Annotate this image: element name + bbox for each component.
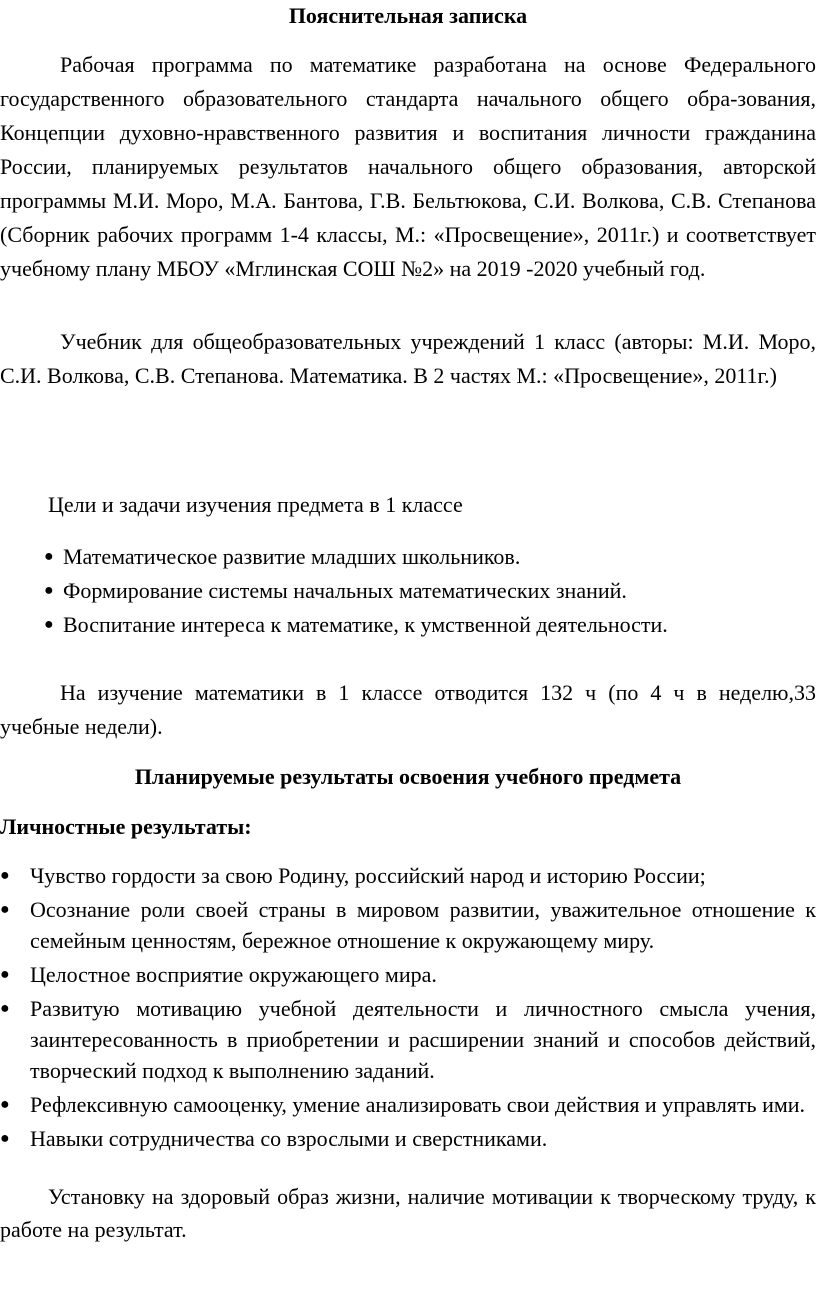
goals-list-item [44, 608, 804, 642]
goals-list-item [44, 540, 804, 574]
bullet-icon: ● [0, 867, 10, 884]
results-list-item [0, 894, 816, 956]
goal-text: Математическое развитие младших школьников. [63, 544, 521, 569]
goal-text: Формирование системы начальных математических знаний. [63, 578, 627, 603]
results-list-item [0, 1089, 816, 1120]
result-text: Навыки сотрудничества со взрослыми и сверстниками. [30, 1126, 548, 1151]
results-list-item [0, 860, 816, 891]
document-title: Пояснительная записка [288, 3, 528, 28]
result-text: Осознание роли своей страны в мировом развитии, уважительное отношение к семейным ценностям, бережное отношение к окружающему миру. [30, 897, 816, 953]
bullet-icon: ● [0, 901, 10, 918]
goals-list [44, 540, 804, 642]
bullet-icon: ● [0, 966, 10, 983]
bullet-icon: ● [0, 1130, 10, 1147]
bullet-icon: ● [44, 548, 54, 565]
bullet-icon: ● [44, 582, 54, 599]
intro-paragraph: Рабочая программа по математике разработана на основе Федерального государственного образовательного стандарта начального общего обра-зования, Концепции духовно-нравственного развития и воспитания личности гражданина России, планируемых результатов начального общего образования, авторской программы М.И. Моро, М.А. Бантова, Г.В. Бельтюкова, С.И. Волкова, С.В. Степанова (Сборник рабочих программ 1-4 классы, М.: «Просвещение», 2011г.) и соответствует учебному плану МБОУ «Мглинская СОШ №2» на 2019 -2020 учебный год. [0, 52, 816, 281]
goal-text: Воспитание интереса к математике, к умственной деятельности. [63, 612, 668, 637]
bullet-icon: ● [0, 1000, 10, 1017]
result-text: Чувство гордости за свою Родину, российский народ и историю России; [30, 863, 706, 888]
personal-results-title: Личностные результаты: [0, 814, 252, 839]
results-list-item [0, 1123, 816, 1154]
results-list-item [0, 993, 816, 1086]
hours-paragraph: На изучение математики в 1 классе отводится 132 ч (по 4 ч в неделю,33 учебные недели). [0, 680, 816, 739]
result-text: Целостное восприятие окружающего мира. [30, 962, 437, 987]
result-text: Рефлексивную самооценку, умение анализировать свои действия и управлять ими. [30, 1092, 806, 1117]
bullet-icon: ● [44, 616, 54, 633]
personal-results-list [0, 860, 816, 1157]
textbook-paragraph: Учебник для общеобразовательных учреждений 1 класс (авторы: М.И. Моро, С.И. Волкова, С.В. Степанова. Математика. В 2 частях М.: «Просвещение», 2011г.) [0, 329, 816, 388]
bullet-icon: ● [0, 1096, 10, 1113]
results-list-item [0, 959, 816, 990]
goals-list-item [44, 574, 804, 608]
health-paragraph: Установку на здоровый образ жизни, наличие мотивации к творческому труду, к работе на результат. [0, 1184, 816, 1242]
result-text: Развитую мотивацию учебной деятельности и личностного смысла учения, заинтересованность в приобретении и расширении знаний и способов действий, творческий подход к выполнению заданий. [30, 996, 816, 1083]
section-title: Планируемые результаты освоения учебного предмета [134, 764, 682, 789]
goals-heading: Цели и задачи изучения предмета в 1 классе [48, 492, 463, 517]
